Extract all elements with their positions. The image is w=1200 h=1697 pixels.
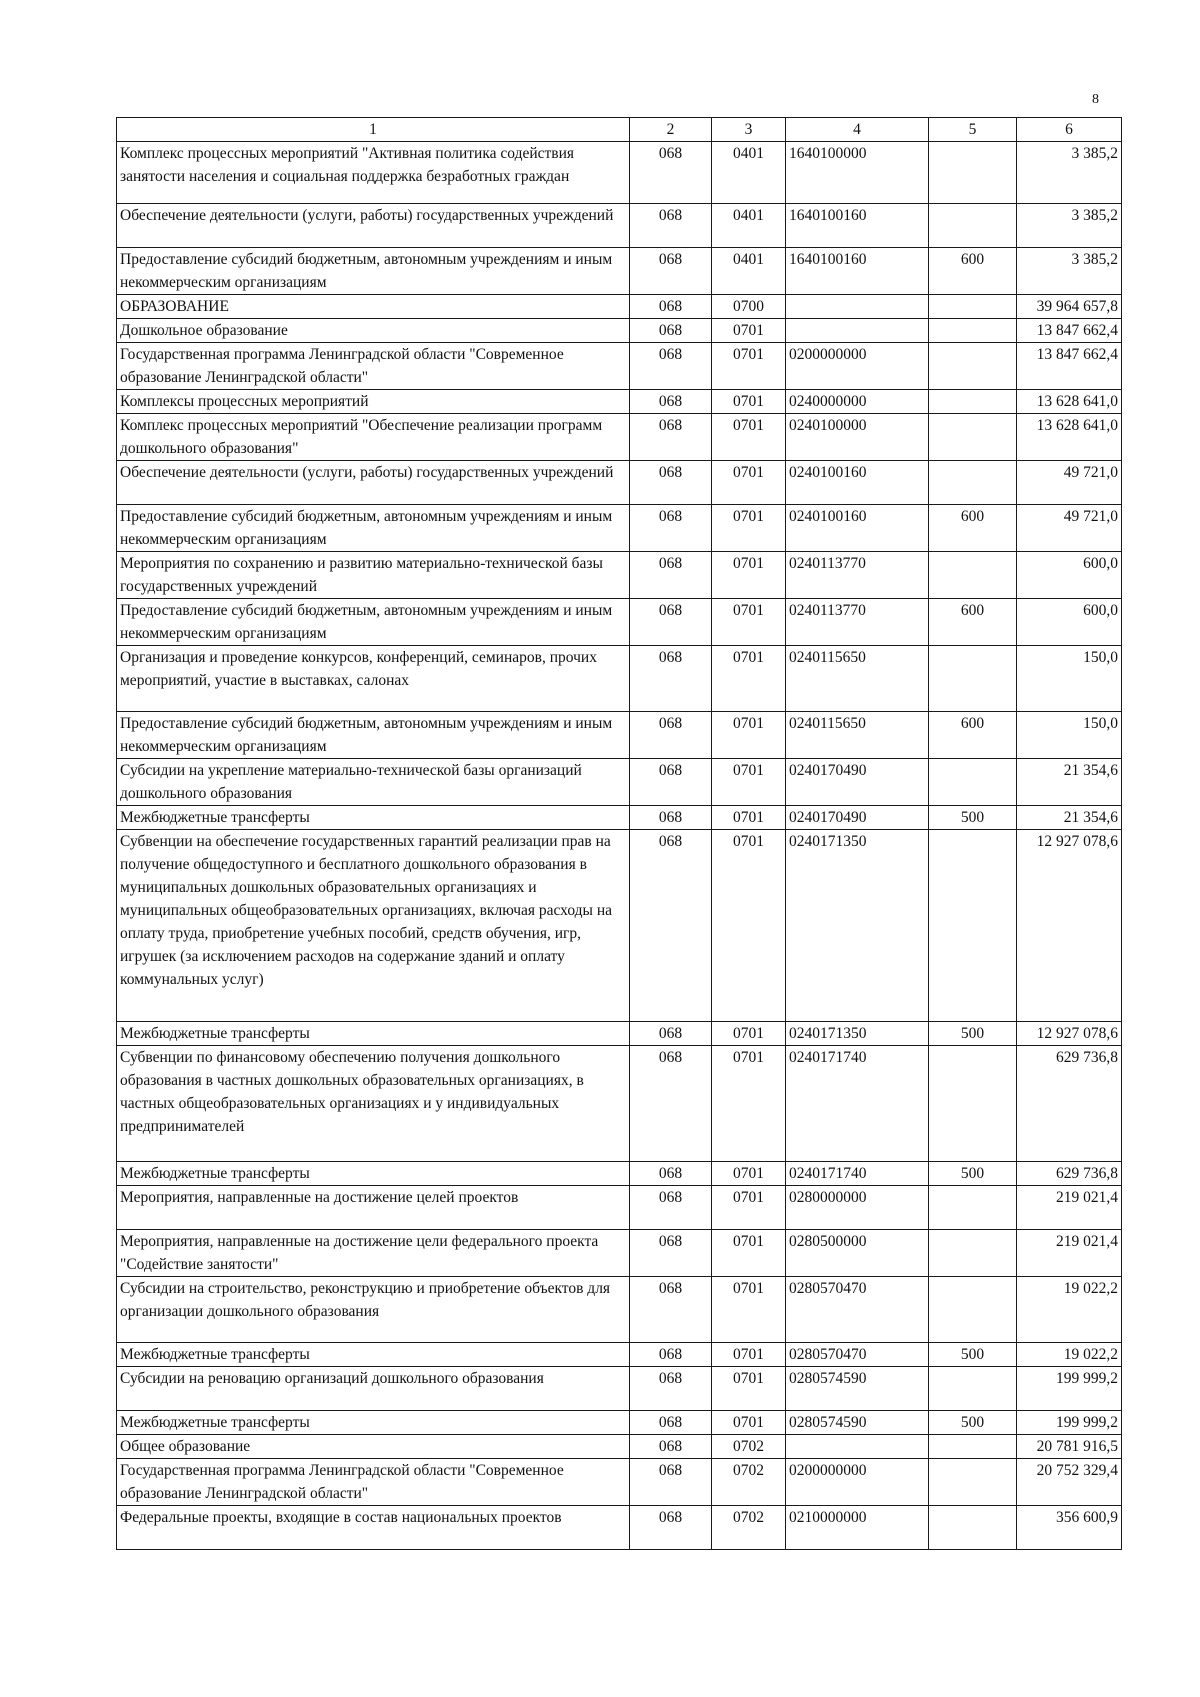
cell-expense-type — [929, 552, 1017, 599]
cell-section: 0701 — [712, 552, 786, 599]
cell-target-article: 0280000000 — [786, 1186, 929, 1230]
cell-target-article — [786, 319, 929, 343]
cell-section: 0701 — [712, 1230, 786, 1277]
cell-section: 0701 — [712, 319, 786, 343]
table-row — [117, 1506, 1122, 1550]
cell-amount: 13 628 641,0 — [1017, 414, 1122, 461]
cell-amount: 356 600,9 — [1017, 1506, 1122, 1550]
cell-ved: 068 — [630, 1022, 712, 1046]
cell-expense-type: 600 — [929, 599, 1017, 646]
cell-expense-type: 500 — [929, 1411, 1017, 1435]
cell-target-article: 0200000000 — [786, 1459, 929, 1506]
cell-target-article: 0280500000 — [786, 1230, 929, 1277]
cell-section: 0700 — [712, 295, 786, 319]
cell-ved: 068 — [630, 319, 712, 343]
cell-description: Межбюджетные трансферты — [117, 1411, 630, 1435]
cell-description: Федеральные проекты, входящие в состав национальных проектов — [117, 1506, 630, 1550]
cell-description: Предоставление субсидий бюджетным, автономным учреждениям и иным некоммерческим организациям — [117, 712, 630, 759]
cell-section: 0701 — [712, 646, 786, 712]
cell-ved: 068 — [630, 552, 712, 599]
cell-amount: 219 021,4 — [1017, 1230, 1122, 1277]
cell-section: 0701 — [712, 1367, 786, 1411]
cell-amount: 600,0 — [1017, 599, 1122, 646]
cell-ved: 068 — [630, 414, 712, 461]
cell-ved: 068 — [630, 646, 712, 712]
cell-expense-type — [929, 461, 1017, 505]
header-cell: 6 — [1017, 118, 1122, 142]
cell-expense-type — [929, 204, 1017, 248]
table-row — [117, 142, 1122, 204]
cell-description: Субсидии на укрепление материально-технической базы организаций дошкольного образования — [117, 759, 630, 806]
cell-target-article — [786, 295, 929, 319]
cell-description: ОБРАЗОВАНИЕ — [117, 295, 630, 319]
header-cell: 4 — [786, 118, 929, 142]
cell-expense-type: 600 — [929, 505, 1017, 552]
cell-expense-type — [929, 319, 1017, 343]
cell-target-article: 0240113770 — [786, 552, 929, 599]
cell-section: 0401 — [712, 142, 786, 204]
cell-section: 0401 — [712, 204, 786, 248]
cell-target-article: 0280574590 — [786, 1367, 929, 1411]
cell-amount: 13 847 662,4 — [1017, 319, 1122, 343]
cell-ved: 068 — [630, 1435, 712, 1459]
cell-ved: 068 — [630, 1506, 712, 1550]
cell-ved: 068 — [630, 1411, 712, 1435]
table-row — [117, 1046, 1122, 1162]
cell-amount: 629 736,8 — [1017, 1162, 1122, 1186]
cell-description: Комплекс процессных мероприятий "Активная политика содействия занятости населения и социальная поддержка безработных граждан — [117, 142, 630, 204]
table-row — [117, 1277, 1122, 1343]
cell-expense-type — [929, 390, 1017, 414]
cell-description: Обеспечение деятельности (услуги, работы) государственных учреждений — [117, 461, 630, 505]
cell-ved: 068 — [630, 505, 712, 552]
table-row — [117, 461, 1122, 505]
cell-section: 0701 — [712, 1343, 786, 1367]
cell-amount: 12 927 078,6 — [1017, 830, 1122, 1022]
cell-target-article: 0240000000 — [786, 390, 929, 414]
cell-target-article: 1640100000 — [786, 142, 929, 204]
cell-ved: 068 — [630, 204, 712, 248]
cell-target-article — [786, 1435, 929, 1459]
cell-expense-type: 600 — [929, 712, 1017, 759]
cell-section: 0702 — [712, 1435, 786, 1459]
table-row — [117, 646, 1122, 712]
cell-expense-type — [929, 1230, 1017, 1277]
cell-section: 0701 — [712, 461, 786, 505]
cell-ved: 068 — [630, 1459, 712, 1506]
cell-amount: 13 628 641,0 — [1017, 390, 1122, 414]
cell-expense-type: 500 — [929, 1343, 1017, 1367]
cell-expense-type — [929, 414, 1017, 461]
cell-ved: 068 — [630, 248, 712, 295]
cell-description: Межбюджетные трансферты — [117, 1162, 630, 1186]
cell-amount: 49 721,0 — [1017, 505, 1122, 552]
cell-amount: 150,0 — [1017, 646, 1122, 712]
cell-expense-type — [929, 759, 1017, 806]
cell-description: Государственная программа Ленинградской области "Современное образование Ленинградской области" — [117, 1459, 630, 1506]
cell-section: 0701 — [712, 599, 786, 646]
table-row — [117, 759, 1122, 806]
cell-description: Межбюджетные трансферты — [117, 1343, 630, 1367]
cell-section: 0701 — [712, 1411, 786, 1435]
header-row — [117, 118, 1122, 142]
cell-target-article: 0240171350 — [786, 1022, 929, 1046]
cell-target-article: 0280570470 — [786, 1277, 929, 1343]
cell-amount: 49 721,0 — [1017, 461, 1122, 505]
cell-expense-type — [929, 1367, 1017, 1411]
cell-description: Организация и проведение конкурсов, конференций, семинаров, прочих мероприятий, участие в выставках, салонах — [117, 646, 630, 712]
cell-target-article: 0240170490 — [786, 759, 929, 806]
cell-description: Субсидии на реновацию организаций дошкольного образования — [117, 1367, 630, 1411]
cell-expense-type — [929, 1459, 1017, 1506]
table-row — [117, 343, 1122, 390]
cell-target-article: 0280574590 — [786, 1411, 929, 1435]
cell-section: 0701 — [712, 1046, 786, 1162]
table-row — [117, 390, 1122, 414]
cell-ved: 068 — [630, 295, 712, 319]
cell-target-article: 0240170490 — [786, 806, 929, 830]
cell-amount: 600,0 — [1017, 552, 1122, 599]
cell-description: Обеспечение деятельности (услуги, работы) государственных учреждений — [117, 204, 630, 248]
cell-ved: 068 — [630, 1046, 712, 1162]
cell-section: 0701 — [712, 1186, 786, 1230]
table-row — [117, 1230, 1122, 1277]
cell-expense-type — [929, 646, 1017, 712]
table-row — [117, 1435, 1122, 1459]
table-row — [117, 1162, 1122, 1186]
cell-expense-type: 500 — [929, 1162, 1017, 1186]
cell-description: Предоставление субсидий бюджетным, автономным учреждениям и иным некоммерческим организациям — [117, 248, 630, 295]
cell-expense-type — [929, 1435, 1017, 1459]
cell-target-article: 0240171740 — [786, 1046, 929, 1162]
cell-target-article: 0200000000 — [786, 343, 929, 390]
cell-amount: 20 781 916,5 — [1017, 1435, 1122, 1459]
page-number: 8 — [1092, 92, 1099, 107]
cell-amount: 20 752 329,4 — [1017, 1459, 1122, 1506]
cell-description: Дошкольное образование — [117, 319, 630, 343]
table-row — [117, 1411, 1122, 1435]
cell-expense-type — [929, 343, 1017, 390]
cell-ved: 068 — [630, 1277, 712, 1343]
cell-ved: 068 — [630, 1367, 712, 1411]
cell-description: Субсидии на строительство, реконструкцию и приобретение объектов для организации дошкольного образования — [117, 1277, 630, 1343]
cell-expense-type — [929, 295, 1017, 319]
cell-section: 0702 — [712, 1459, 786, 1506]
table-row — [117, 319, 1122, 343]
budget-table — [116, 117, 1122, 1550]
table-row — [117, 1343, 1122, 1367]
table-row — [117, 552, 1122, 599]
cell-ved: 068 — [630, 1343, 712, 1367]
cell-description: Комплекс процессных мероприятий "Обеспечение реализации программ дошкольного образования" — [117, 414, 630, 461]
cell-section: 0701 — [712, 1162, 786, 1186]
cell-description: Комплексы процессных мероприятий — [117, 390, 630, 414]
cell-target-article: 0240100160 — [786, 461, 929, 505]
cell-amount: 199 999,2 — [1017, 1411, 1122, 1435]
cell-amount: 150,0 — [1017, 712, 1122, 759]
cell-section: 0701 — [712, 505, 786, 552]
cell-target-article: 0240115650 — [786, 646, 929, 712]
cell-section: 0701 — [712, 759, 786, 806]
cell-target-article: 1640100160 — [786, 248, 929, 295]
cell-amount: 21 354,6 — [1017, 759, 1122, 806]
cell-expense-type — [929, 1506, 1017, 1550]
cell-ved: 068 — [630, 1162, 712, 1186]
cell-ved: 068 — [630, 461, 712, 505]
cell-ved: 068 — [630, 599, 712, 646]
cell-description: Межбюджетные трансферты — [117, 1022, 630, 1046]
cell-target-article: 1640100160 — [786, 204, 929, 248]
cell-expense-type — [929, 1277, 1017, 1343]
table-row — [117, 806, 1122, 830]
cell-amount: 3 385,2 — [1017, 248, 1122, 295]
table-row — [117, 1186, 1122, 1230]
cell-description: Общее образование — [117, 1435, 630, 1459]
table-row — [117, 414, 1122, 461]
table-row — [117, 204, 1122, 248]
header-cell: 2 — [630, 118, 712, 142]
cell-target-article: 0240113770 — [786, 599, 929, 646]
cell-target-article: 0240100160 — [786, 505, 929, 552]
cell-description: Субвенции на обеспечение государственных гарантий реализации прав на получение общедоступного и бесплатного дошкольного образования в муниципальных дошкольных образовательных организациях и муниципальных общеобразовательных организациях, включая расходы на оплату труда, приобретение учебных пособий, средств обучения, игр, игрушек (за исключением расходов на содержание зданий и оплату коммунальных услуг) — [117, 830, 630, 1022]
cell-section: 0701 — [712, 712, 786, 759]
cell-description: Межбюджетные трансферты — [117, 806, 630, 830]
cell-ved: 068 — [630, 1186, 712, 1230]
cell-expense-type: 500 — [929, 1022, 1017, 1046]
cell-target-article: 0240171740 — [786, 1162, 929, 1186]
cell-section: 0701 — [712, 343, 786, 390]
table-row — [117, 248, 1122, 295]
cell-expense-type — [929, 142, 1017, 204]
cell-ved: 068 — [630, 830, 712, 1022]
cell-ved: 068 — [630, 712, 712, 759]
cell-ved: 068 — [630, 142, 712, 204]
table-row — [117, 599, 1122, 646]
cell-description: Предоставление субсидий бюджетным, автономным учреждениям и иным некоммерческим организациям — [117, 599, 630, 646]
cell-ved: 068 — [630, 343, 712, 390]
header-cell: 1 — [117, 118, 630, 142]
cell-expense-type — [929, 1186, 1017, 1230]
cell-target-article: 0210000000 — [786, 1506, 929, 1550]
cell-ved: 068 — [630, 1230, 712, 1277]
header-cell: 5 — [929, 118, 1017, 142]
cell-target-article: 0240171350 — [786, 830, 929, 1022]
table-row — [117, 1459, 1122, 1506]
cell-target-article: 0280570470 — [786, 1343, 929, 1367]
header-cell: 3 — [712, 118, 786, 142]
cell-target-article: 0240100000 — [786, 414, 929, 461]
cell-section: 0702 — [712, 1506, 786, 1550]
cell-ved: 068 — [630, 759, 712, 806]
cell-amount: 39 964 657,8 — [1017, 295, 1122, 319]
cell-amount: 12 927 078,6 — [1017, 1022, 1122, 1046]
cell-amount: 21 354,6 — [1017, 806, 1122, 830]
table-row — [117, 295, 1122, 319]
cell-section: 0701 — [712, 1277, 786, 1343]
table-row — [117, 830, 1122, 1022]
cell-expense-type: 600 — [929, 248, 1017, 295]
cell-section: 0701 — [712, 1022, 786, 1046]
cell-section: 0701 — [712, 806, 786, 830]
cell-amount: 219 021,4 — [1017, 1186, 1122, 1230]
cell-description: Предоставление субсидий бюджетным, автономным учреждениям и иным некоммерческим организациям — [117, 505, 630, 552]
cell-description: Государственная программа Ленинградской области "Современное образование Ленинградской области" — [117, 343, 630, 390]
table-row — [117, 505, 1122, 552]
cell-section: 0701 — [712, 414, 786, 461]
cell-expense-type — [929, 1046, 1017, 1162]
cell-amount: 3 385,2 — [1017, 142, 1122, 204]
cell-amount: 629 736,8 — [1017, 1046, 1122, 1162]
cell-amount: 199 999,2 — [1017, 1367, 1122, 1411]
cell-section: 0701 — [712, 830, 786, 1022]
cell-description: Мероприятия, направленные на достижение цели федерального проекта "Содействие занятости" — [117, 1230, 630, 1277]
cell-ved: 068 — [630, 806, 712, 830]
cell-expense-type — [929, 830, 1017, 1022]
cell-expense-type: 500 — [929, 806, 1017, 830]
cell-section: 0701 — [712, 390, 786, 414]
table-row — [117, 1022, 1122, 1046]
cell-amount: 13 847 662,4 — [1017, 343, 1122, 390]
cell-description: Мероприятия по сохранению и развитию материально-технической базы государственных учреждений — [117, 552, 630, 599]
table-row — [117, 1367, 1122, 1411]
table-row — [117, 712, 1122, 759]
cell-description: Мероприятия, направленные на достижение целей проектов — [117, 1186, 630, 1230]
cell-ved: 068 — [630, 390, 712, 414]
cell-amount: 19 022,2 — [1017, 1343, 1122, 1367]
cell-amount: 19 022,2 — [1017, 1277, 1122, 1343]
cell-description: Субвенции по финансовому обеспечению получения дошкольного образования в частных дошкольных образовательных организациях, в частных общеобразовательных организациях и у индивидуальных предпринимателей — [117, 1046, 630, 1162]
cell-amount: 3 385,2 — [1017, 204, 1122, 248]
cell-section: 0401 — [712, 248, 786, 295]
cell-target-article: 0240115650 — [786, 712, 929, 759]
